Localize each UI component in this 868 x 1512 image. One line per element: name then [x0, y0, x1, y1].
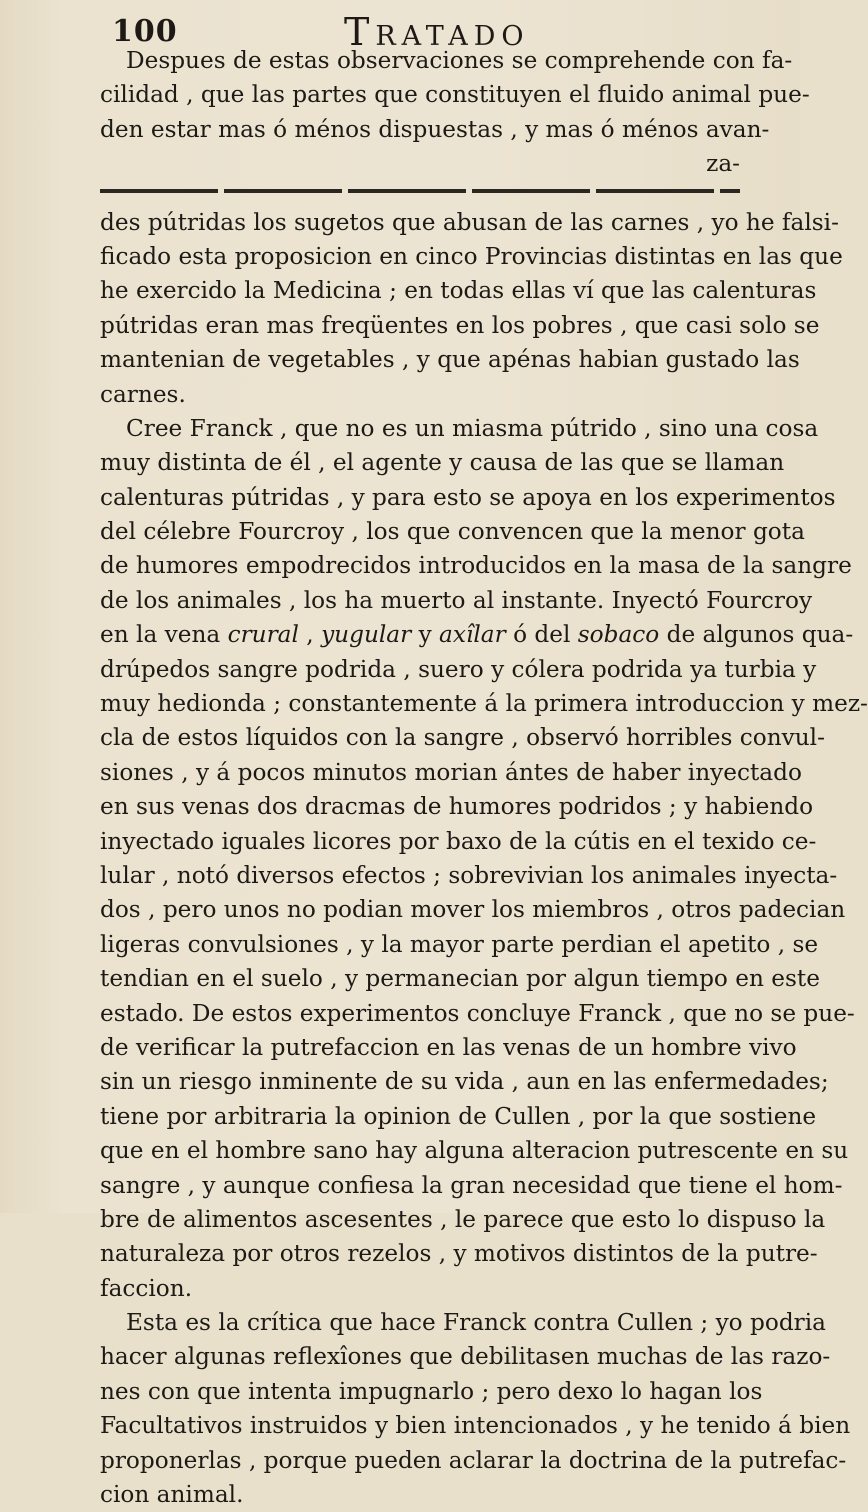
- text-line: sin un riesgo inminente de su vida , aun en las enfermedades;: [100, 1068, 829, 1096]
- page-number: 100: [112, 14, 178, 49]
- page-fold-rule: [100, 189, 740, 193]
- running-head: Tratado: [344, 10, 530, 54]
- text-line: pútridas eran mas freqüentes en los pobres , que casi solo se: [100, 311, 820, 339]
- italic-word: yugular: [321, 621, 412, 649]
- text-line: muy hedionda ; constantemente á la primera introduccion y mez-: [100, 690, 868, 718]
- text-line: de verificar la putrefaccion en las venas de un hombre vivo: [100, 1033, 797, 1061]
- text-line: Esta es la crítica que hace Franck contra Cullen ; yo podria: [126, 1309, 826, 1337]
- italic-word: axîlar: [439, 621, 506, 649]
- text-line: Facultativos instruidos y bien intencionados , y he tenido á bien: [100, 1412, 851, 1440]
- text-line: mantenian de vegetables , y que apénas habian gustado las: [100, 346, 800, 374]
- text-line: estado. De estos experimentos concluye Franck , que no se pue-: [100, 999, 855, 1027]
- text-line: del célebre Fourcroy , los que convencen que la menor gota: [100, 518, 805, 546]
- text-line: en sus venas dos dracmas de humores podridos ; y habiendo: [100, 793, 814, 821]
- text-line: sangre , y aunque confiesa la gran necesidad que tiene el hom-: [100, 1171, 843, 1199]
- text-line: den estar mas ó ménos dispuestas , y mas ó ménos avan-: [100, 115, 770, 143]
- text-line: nes con que intenta impugnarlo ; pero dexo lo hagan los: [100, 1377, 763, 1405]
- text-line: lular , notó diversos efectos ; sobrevivian los animales inyecta-: [100, 861, 838, 889]
- text-line: des pútridas los sugetos que abusan de las carnes , yo he falsi-: [100, 208, 839, 236]
- text-line: faccion.: [100, 1274, 193, 1302]
- text-line: Cree Franck , que no es un miasma pútrido , sino una cosa: [126, 414, 819, 442]
- text-line: tiene por arbitraria la opinion de Cullen , por la que sostiene: [100, 1102, 817, 1130]
- text-line: siones , y á pocos minutos morian ántes de haber inyectado: [100, 758, 802, 786]
- text-line: ligeras convulsiones , y la mayor parte perdian el apetito , se: [100, 930, 819, 958]
- body-text: [100, 44, 868, 1512]
- text-line: bre de alimentos ascesentes , le parece que esto lo dispuso la: [100, 1205, 826, 1233]
- text-line: proponerlas , porque pueden aclarar la doctrina de la putrefac-: [100, 1446, 847, 1474]
- text-line: carnes.: [100, 380, 186, 408]
- italic-word: sobaco: [577, 621, 660, 649]
- text-line: hacer algunas reflexîones que debilitasen muchas de las razo-: [100, 1343, 831, 1371]
- text-line: cion animal.: [100, 1481, 244, 1509]
- text-line: en la vena crural , yugular y axîlar ó del sobaco de algunos qua-: [100, 621, 854, 649]
- text-line: Despues de estas observaciones se comprehende con fa-: [126, 47, 793, 74]
- text-line: dos , pero unos no podian mover los miembros , otros padecian: [100, 896, 846, 924]
- text-line: cilidad , que las partes que constituyen el fluido animal pue-: [100, 81, 810, 109]
- text-line: he exercido la Medicina ; en todas ellas ví que las calenturas: [100, 277, 817, 305]
- text-line: naturaleza por otros rezelos , y motivos distintos de la putre-: [100, 1240, 818, 1268]
- text-line: de los animales , los ha muerto al instante. Inyectó Fourcroy: [100, 586, 813, 614]
- text-line: calenturas pútridas , y para esto se apoya en los experimentos: [100, 483, 836, 511]
- text-line: tendian en el suelo , y permanecian por algun tiempo en este: [100, 965, 820, 993]
- catchword: za-: [706, 150, 740, 178]
- text-line: que en el hombre sano hay alguna alteracion putrescente en su: [100, 1137, 849, 1165]
- text-line: de humores empodrecidos introducidos en la masa de la sangre: [100, 552, 852, 580]
- text-line: drúpedos sangre podrida , suero y cólera podrida ya turbia y: [100, 655, 817, 683]
- text-line: inyectado iguales licores por baxo de la cútis en el texido ce-: [100, 827, 817, 855]
- text-line: muy distinta de él , el agente y causa de las que se llaman: [100, 449, 785, 477]
- text-line: cla de estos líquidos con la sangre , observó horribles convul-: [100, 724, 825, 752]
- text-line: ficado esta proposicion en cinco Provincias distintas en las que: [100, 242, 843, 270]
- italic-word: crural: [227, 621, 299, 649]
